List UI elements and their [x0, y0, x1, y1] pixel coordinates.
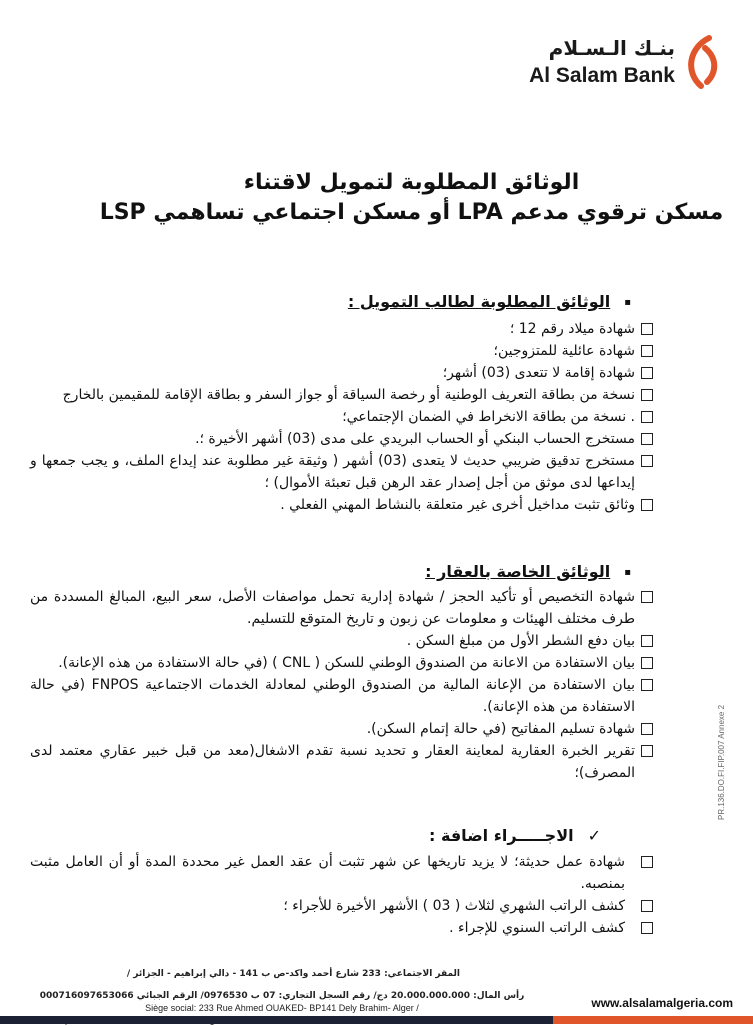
item-text: نسخة من بطاقة التعريف الوطنية أو رخصة السياقة أو جواز السفر و بطاقة الإقامة للمقيمين بالخارج: [62, 387, 635, 403]
list-item: [0, 318, 753, 340]
list-item: [0, 895, 753, 917]
list-item: [0, 362, 753, 384]
checkbox-icon[interactable]: [641, 455, 653, 467]
page-title-line2: مسكن ترقوي مدعم LPA أو مسكن اجتماعي تساهمي LSP: [99, 200, 724, 225]
al-salam-arc-logo-icon: [683, 34, 721, 90]
item-text: شهادة عائلية للمتزوجين؛: [493, 343, 635, 359]
section-heading-text: الاجـــــراء اضافة :: [429, 826, 574, 845]
item-text: شهادة التخصيص أو تأكيد الحجز / شهادة إدارية تحمل مواصفات الأصل، سعر البيع، المبالغ المسددة من طرف مختلف الهيئات و معلومات عن زبون و تاريخ المتوقع للتسليم.: [30, 589, 635, 627]
checkbox-icon[interactable]: [641, 411, 653, 423]
section-heading-text: الوثائق المطلوبة لطالب التمويل :: [347, 292, 611, 311]
list-item: [0, 384, 753, 406]
checkbox-icon[interactable]: [641, 433, 653, 445]
checkbox-icon[interactable]: [641, 922, 653, 934]
item-text: شهادة تسليم المفاتيح (في حالة إتمام السكن).: [366, 721, 635, 737]
bank-logo: [505, 30, 725, 90]
section-heading-text: الوثائق الخاصة بالعقار :: [425, 562, 611, 581]
item-text: مستخرج الحساب البنكي أو الحساب البريدي على مدى (03) أشهر الأخيرة ؛.: [195, 431, 635, 447]
square-bullet-icon: ▪: [624, 567, 631, 578]
item-text: بيان الاستفادة من الإعانة المالية من الصندوق الوطني لمعادلة الخدمات الاجتماعية FNPOS (في حالة الاستفادة من هذه الإعانة).: [30, 677, 635, 715]
item-text: كشف الراتب السنوي للإجراء .: [449, 920, 625, 936]
list-item: [0, 340, 753, 362]
applicant-documents-list: [0, 318, 753, 516]
list-item: [0, 630, 753, 652]
checkbox-icon[interactable]: [641, 591, 653, 603]
footer-address-arabic: [40, 968, 460, 980]
bank-name-english: Al Salam Bank: [529, 64, 675, 87]
list-item: [0, 674, 753, 718]
checkbox-icon[interactable]: [641, 499, 653, 511]
list-item: [0, 740, 753, 784]
list-item: [0, 917, 753, 939]
item-text: شهادة عمل حديثة؛ لا يزيد تاريخها عن شهر تثبت أن عقد العمل غير محددة المدة أو أن العامل مثبت بمنصبه.: [30, 854, 625, 892]
footer-address-ar-line2: رأس المال: 20.000.000.000 دج/ رقم السجل التجاري: 07 ب 0976530/ الرقم الجبائي 000716097653066: [39, 991, 525, 1001]
property-documents-list: [0, 586, 753, 784]
checkbox-icon[interactable]: [641, 345, 653, 357]
list-item: [0, 652, 753, 674]
section-heading-applicant-documents: [348, 292, 631, 311]
item-text: بيان الاستفادة من الاعانة من الصندوق الوطني للسكن ( CNL ) (في حالة الاستفادة من هذه الإعانة).: [58, 655, 635, 671]
checkbox-icon[interactable]: [641, 856, 653, 868]
footer-bar-accent: [553, 1016, 753, 1024]
item-text: كشف الراتب الشهري لثلاث ( 03 ) الأشهر الأخيرة للأجراء ؛: [283, 898, 625, 914]
checkbox-icon[interactable]: [641, 389, 653, 401]
footer-bar: [0, 1016, 753, 1024]
section-heading-additional-procedure: [429, 826, 601, 845]
checkbox-icon[interactable]: [641, 323, 653, 335]
document-reference-code: PR.136.DO.FI.FIP.007 Annexe 2: [717, 704, 726, 820]
checkbox-icon[interactable]: [641, 635, 653, 647]
website-link[interactable]: www.alsalamalgeria.com: [591, 996, 733, 1010]
item-text: بيان دفع الشطر الأول من مبلغ السكن .: [406, 633, 635, 649]
checkbox-icon[interactable]: [641, 900, 653, 912]
list-item: [0, 851, 753, 895]
item-text: وثائق تثبت مداخيل أخرى غير متعلقة بالنشاط المهني الفعلي .: [280, 497, 635, 513]
item-text: شهادة ميلاد رقم 12 ؛: [509, 321, 635, 337]
list-item: [0, 406, 753, 428]
list-item: [0, 450, 753, 494]
bank-name-arabic: بنـك الـسـلام: [548, 36, 675, 60]
footer-address-ar-line1: المقر الاجتماعي: 233 شارع أحمد واكد-ص ب 141 - دالي إبراهيم - الجزائر /: [126, 969, 460, 979]
checkmark-icon: ✓: [587, 826, 601, 845]
section-heading-property-documents: [425, 562, 631, 581]
page-title-line1: الوثائق المطلوبة لتمويل لاقتناء: [243, 170, 580, 195]
footer-address-fr-line1: Siège social: 233 Rue Ahmed OUAKED- BP141 Dely Brahim- Alger /: [145, 1003, 419, 1013]
item-text: . نسخة من بطاقة الانخراط في الضمان الإجتماعي؛: [342, 409, 635, 425]
checkbox-icon[interactable]: [641, 657, 653, 669]
checkbox-icon[interactable]: [641, 723, 653, 735]
checkbox-icon[interactable]: [641, 745, 653, 757]
checkbox-icon[interactable]: [641, 679, 653, 691]
square-bullet-icon: ▪: [624, 297, 631, 308]
item-text: مستخرج تدقيق ضريبي حديث لا يتعدى (03) أشهر ( وثيقة غير مطلوبة عند إيداع الملف، و يجب جمعها و إيداعها لدى موثق من أجل إصدار عقد الرهن قبل تعبئة الأموال) ؛: [30, 453, 635, 491]
additional-documents-list: [0, 851, 753, 939]
list-item: [0, 586, 753, 630]
item-text: شهادة إقامة لا تتعدى (03) أشهر؛: [442, 365, 635, 381]
list-item: [0, 718, 753, 740]
list-item: [0, 494, 753, 516]
list-item: [0, 428, 753, 450]
checkbox-icon[interactable]: [641, 367, 653, 379]
item-text: تقرير الخبرة العقارية لمعاينة العقار و تحديد نسبة تقدم الاشغال(معد من قبل خبير عقاري معتمد لدى المصرف)؛: [30, 743, 635, 781]
